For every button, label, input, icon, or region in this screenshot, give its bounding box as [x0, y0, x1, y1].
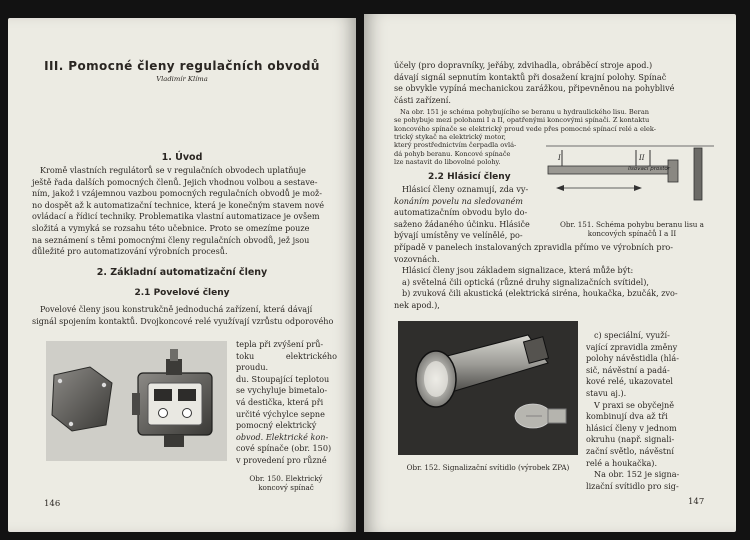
povel-side-column: [236, 339, 337, 467]
text-line: zační světlo, návěstní: [586, 445, 674, 456]
text-line: lze nastavit do libovolné polohy.: [394, 158, 501, 167]
text-line: sič, návěstní a padá-: [586, 364, 670, 375]
section-title-automation: 2. Základní automatizační členy: [96, 267, 268, 278]
text-line: toku elektrického proudu.: [236, 350, 337, 373]
text-line: složitá a vymyká se rozsahu této učebnice. Proto se omezíme pouze: [32, 222, 310, 233]
press-frame: [694, 148, 702, 200]
text-line: cové spínače (obr. 150): [236, 443, 332, 454]
text-line: lizační svítidlo pro sig-: [586, 480, 679, 491]
text-line: signál spojením kontaktů. Dvojkoncové relé využívají vzrůstu odporového: [32, 315, 334, 326]
small-print-side: [394, 133, 544, 167]
text-line: účely (pro dopravníky, jeřáby, zdvihadla, obráběcí stroje apod.): [394, 60, 653, 70]
text-line: Kromě vlastních regulátorů se v regulačních obvodech uplatňuje: [40, 165, 306, 175]
text-line: no dospět až k automatizační technice, která je konečným stavem nové: [32, 199, 325, 210]
text-line: V praxi se obyčejně: [594, 399, 674, 410]
page-number-left: 146: [44, 499, 61, 509]
page-number-right: 147: [688, 497, 705, 507]
author-name: Vladimír Klíma: [156, 75, 208, 83]
motion-arrow-right: [634, 185, 642, 191]
text-line: kové relé, ukazovatel: [586, 376, 674, 387]
text-line: relé a houkačka).: [586, 457, 658, 468]
text-line: části zařízení.: [394, 94, 451, 105]
text-line: trický stykač na elektrický motor,: [394, 133, 506, 141]
text-line: Na obr. 151 je schéma pohybujícího se beranu u hydraulického lisu. Beran: [400, 108, 650, 116]
text-line: stavu aj.).: [586, 387, 627, 398]
top-paragraph: [394, 60, 712, 106]
text-line: důležité pro automatizování výrobních procesů.: [32, 246, 228, 257]
text-line: obvod. Elektrické kon-: [236, 431, 329, 442]
text-line: pomocný elektrický: [236, 420, 317, 431]
figure-150-caption: Obr. 150. Elektrický koncový spínač: [249, 474, 323, 492]
right-page: [364, 14, 736, 532]
signal-lamp-illustration: [398, 321, 578, 455]
text-line: okruhu (např. signali-: [586, 434, 675, 445]
povel-paragraph: [32, 304, 337, 327]
text-line: kombinují dva až tři: [586, 411, 668, 422]
hlasici-paragraph: [394, 242, 712, 312]
hlasici-side-column: [394, 184, 542, 242]
text-line: bývají umístěny ve velínělé, po-: [394, 230, 523, 241]
text-line: hlásicí členy v jednom: [586, 422, 677, 433]
text-line: Povelové členy jsou konstrukčně jednoduchá zařízení, která dávají: [40, 304, 313, 314]
text-line: Na obr. 152 je signa-: [594, 469, 680, 480]
text-line: saženo žádaného účinku. Hlásiče: [394, 218, 530, 229]
text-line: který prostřednictvím čerpadla ovlá-: [394, 141, 517, 150]
text-line: ním, jakož i vzájemnou vazbou pomocných regulačních obvodů je mož-: [32, 188, 322, 199]
motion-arrow-left: [556, 185, 564, 191]
text-line: b) zvuková čili akustická (elektrická siréna, houkačka, bzučák, zvo-: [402, 288, 678, 299]
chapter-title: III. Pomocné členy regulačních obvodů: [44, 59, 320, 73]
text-line: vozovnách.: [394, 253, 440, 264]
text-line: ještě řada dalších pomocných členů. Jejich vhodnou volbou a sestave-: [32, 176, 318, 187]
text-line: Hlásicí členy oznamují, zda vy-: [402, 184, 529, 194]
text-line: případě v panelech instalovaných zpravidla přímo ve výrobních pro-: [394, 242, 674, 252]
text-line: vá destička, která při: [236, 396, 324, 407]
text-line: v provedení pro různé: [236, 454, 327, 465]
diagram-label-pos1: I: [558, 154, 561, 162]
text-line: koncového spínače se elektrický proud vede přes pomocné spínací relé a elek-: [394, 124, 656, 133]
text-line: na seznámení s těmi pomocnými členy regulačních obvodů, jež jsou: [32, 234, 310, 245]
text-line: se obvykle vypíná mechanickou zarážkou, připevněnou na pohyblivé: [394, 83, 675, 94]
text-line: dávají signál sepnutím kontaktů při dosažení krajní polohy. Spínač: [394, 71, 667, 82]
text-line: c) speciální, využí-: [594, 330, 670, 340]
subsection-title-povelove: 2.1 Povelové členy: [134, 288, 230, 298]
figure-151-diagram: [544, 140, 716, 220]
text-line: tepla při zvýšení prů-: [236, 339, 324, 349]
subsection-title-hlasici: 2.2 Hlásicí členy: [428, 172, 511, 182]
text-line: vající zpravidla změny: [586, 341, 678, 352]
signal-side-column: [586, 330, 712, 492]
text-line: a) světelná čili optická (různé druhy signalizačních svítidel),: [402, 276, 649, 287]
figure-152-caption: Obr. 152. Signalizační svítidlo (výrobek ZPA): [406, 463, 570, 472]
text-line: automatizačním obvodu bylo do-: [394, 207, 528, 218]
text-line: du. Stoupající teplotou: [236, 373, 330, 384]
figure-150-photo: [46, 341, 227, 461]
figure-152-photo: [398, 321, 578, 455]
text-line: ovládací a řídicí techniky. Problematika vlastní automatizace je ovšem: [32, 211, 320, 222]
text-line: Hlásicí členy jsou základem signalizace, která může být:: [402, 265, 634, 276]
small-print-block: [394, 108, 712, 133]
text-line: dá pohyb beranu. Koncové spínače: [394, 149, 511, 158]
text-line: nek apod.),: [394, 299, 440, 310]
limit-switch-illustration: [46, 341, 227, 461]
left-page: [8, 18, 356, 532]
text-line: polohy návěstidla (hlá-: [586, 353, 679, 364]
intro-paragraph: [32, 165, 337, 258]
figure-151-caption: Obr. 151. Schéma pohybu beranu lisu a koncových spínačů I a II: [560, 220, 704, 238]
text-line: určité výchylce sepne: [236, 408, 325, 419]
text-line: konáním povelu na sledovaném: [394, 195, 523, 206]
text-line: se vychyluje bimetalo-: [236, 385, 328, 396]
text-line: se pohybuje mezi polohami I a II, opatřenými koncovými spínači. Z kontaktu: [394, 116, 650, 125]
diagram-label-pos2: II: [639, 154, 645, 162]
diagram-label-space: lisovací prostor: [628, 166, 670, 172]
section-title-uvod: 1. Úvod: [161, 152, 203, 163]
